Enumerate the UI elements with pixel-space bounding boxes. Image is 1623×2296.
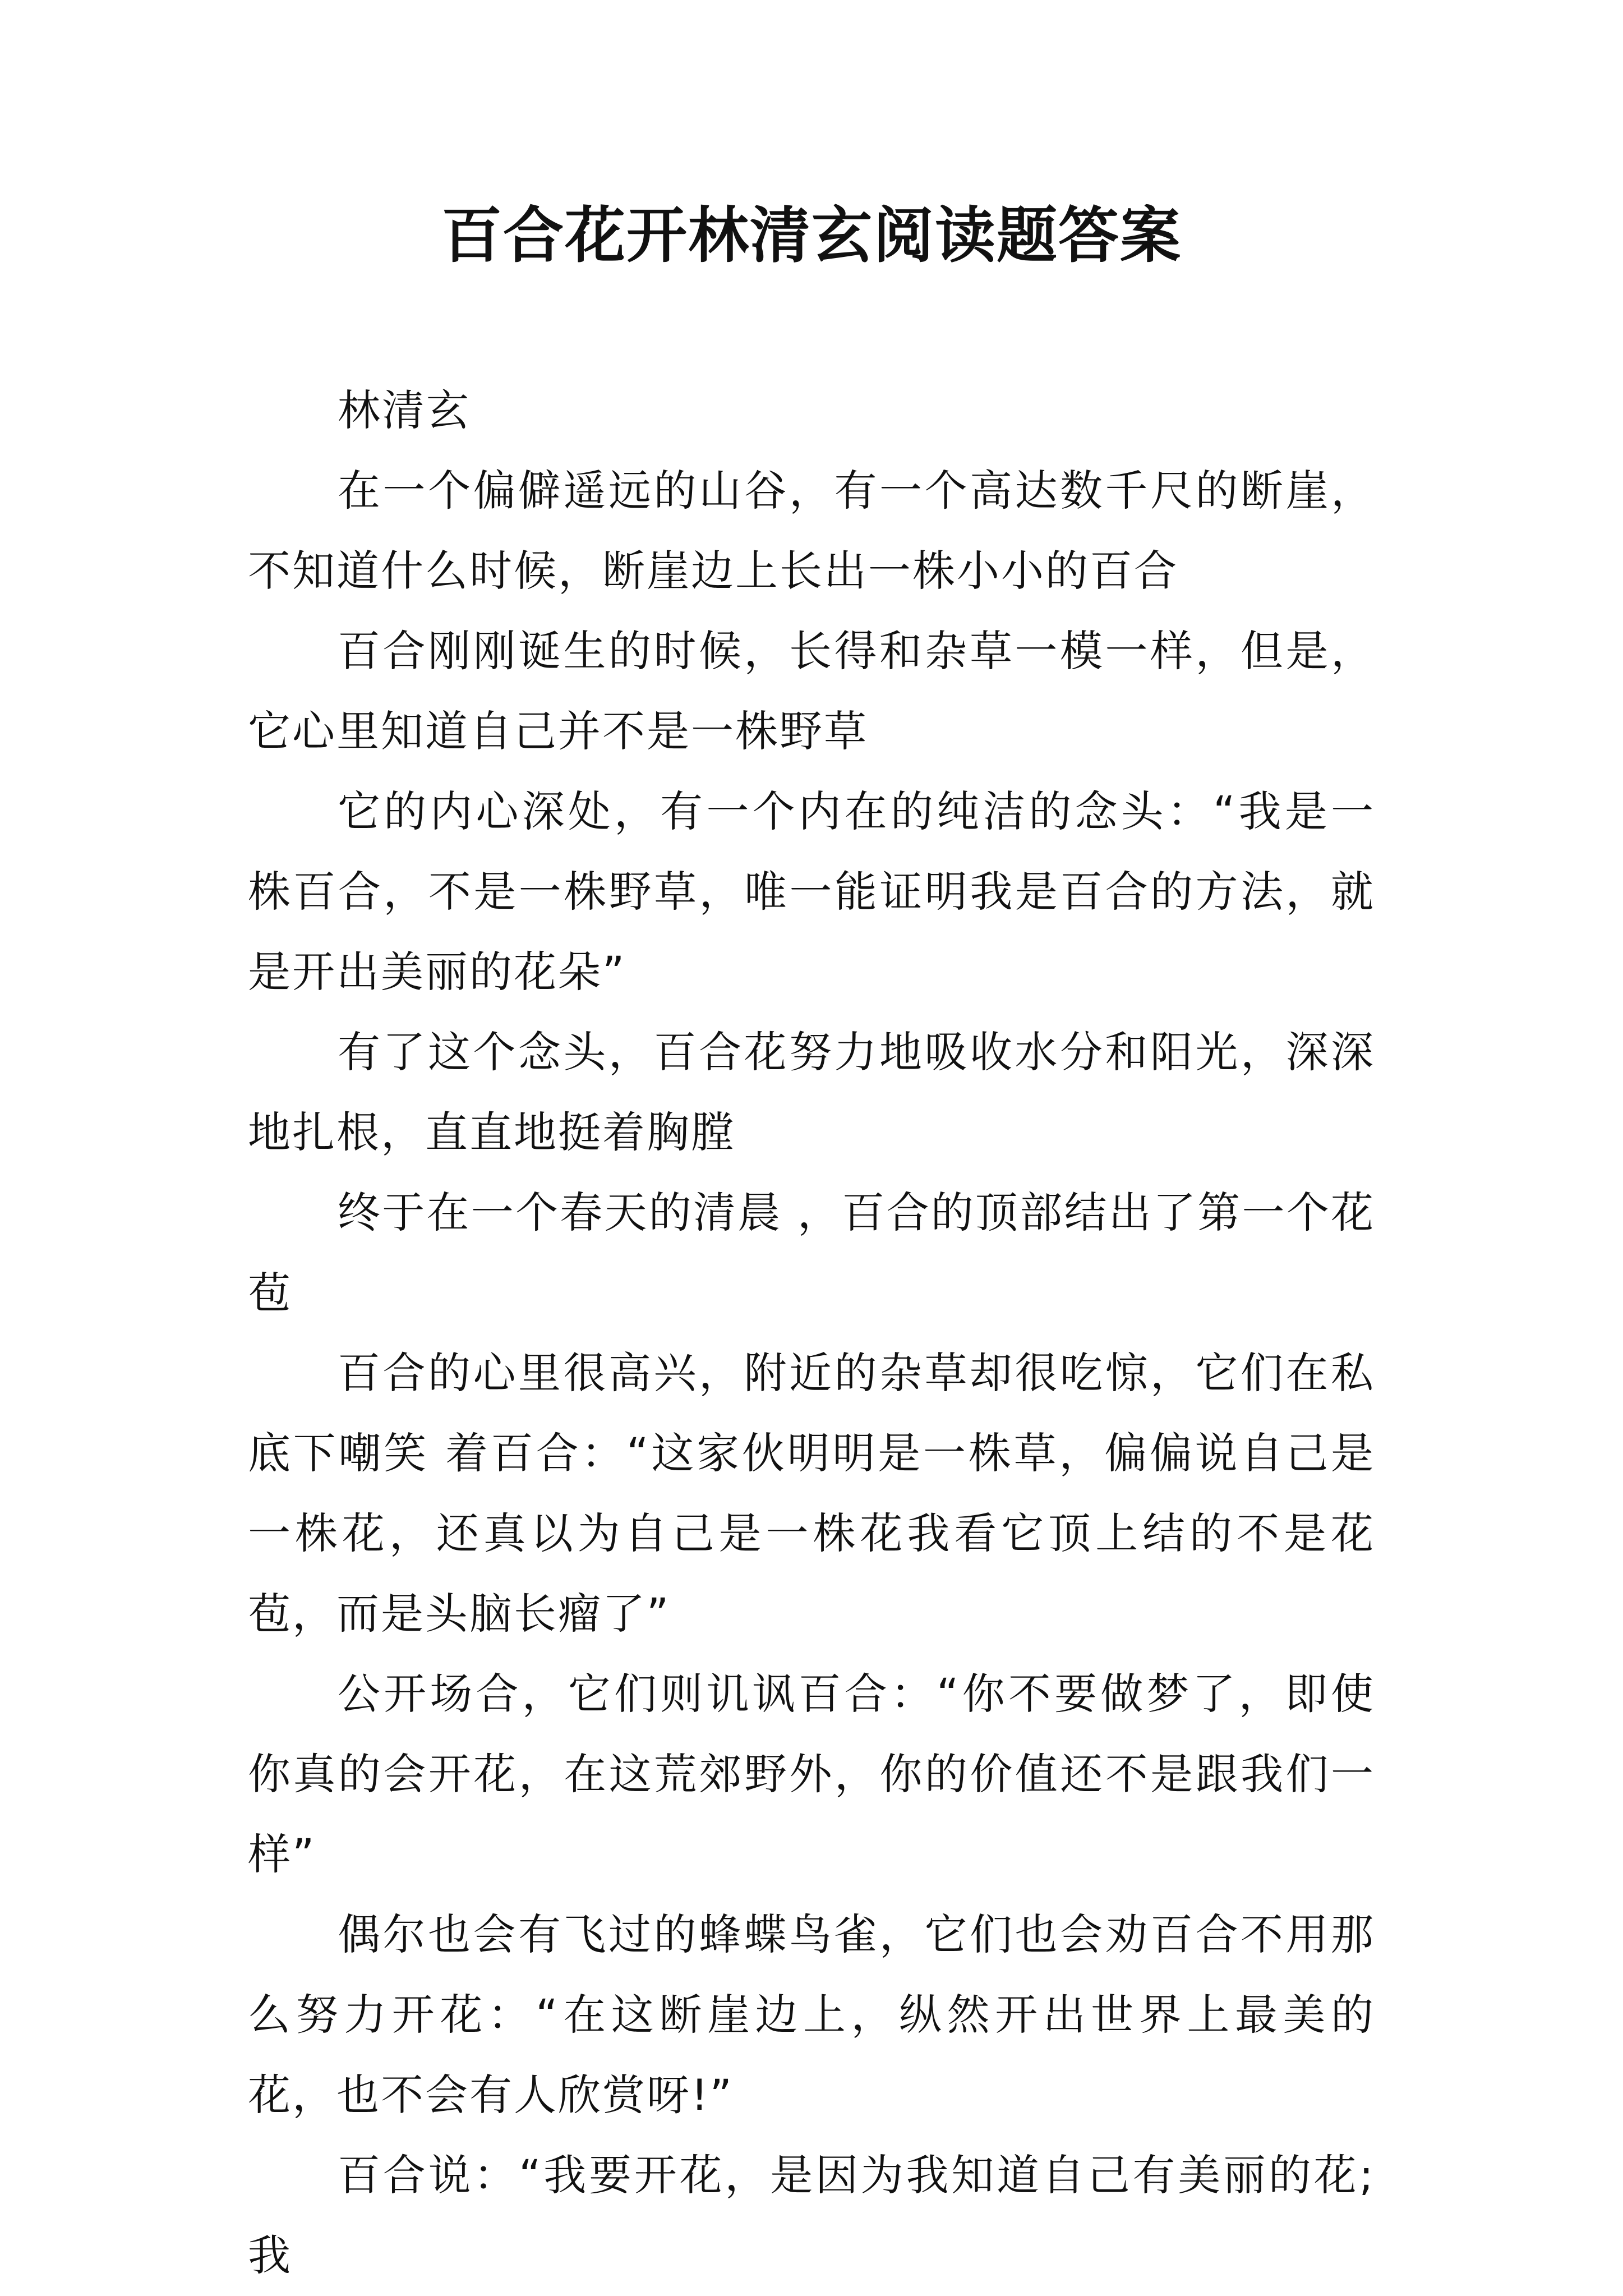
document-body bbox=[248, 370, 1375, 2295]
paragraph: 有了这个念头，百合花努力地吸收水分和阳光，深深地扎根，直直地挺着胸膛 bbox=[248, 1027, 1375, 1157]
paragraph: 百合的心里很高兴，附近的杂草却很吃惊，它们在私底下嘲笑 着百合：“这家伙明明是一株草，偏偏说自己是一株花，还真以为自己是一株花我看它顶上结的不是花苞，而是头脑长瘤了” bbox=[248, 1348, 1375, 1639]
paragraph: 公开场合，它们则讥讽百合：“你不要做梦了，即使你真的会开花，在这荒郊野外，你的价值还不是跟我们一样” bbox=[248, 1669, 1375, 1879]
paragraph: 偶尔也会有飞过的蜂蝶鸟雀，它们也会劝百合不用那么努力开花：“在这断崖边上，纵然开出世界上最美的花，也不会有人欣赏呀!” bbox=[248, 1910, 1375, 2120]
paragraph: 百合刚刚诞生的时候，长得和杂草一模一样，但是，它心里知道自己并不是一株野草 bbox=[248, 626, 1375, 756]
author-line: 林清玄 bbox=[338, 385, 471, 435]
paragraph: 它的内心深处，有一个内在的纯洁的念头：“我是一株百合，不是一株野草，唯一能证明我是百合的方法，就是开出美丽的花朵” bbox=[248, 786, 1375, 997]
paragraph: 在一个偏僻遥远的山谷，有一个高达数千尺的断崖，不知道什么时候，断崖边上长出一株小小的百合 bbox=[248, 466, 1375, 596]
paragraph: 百合说：“我要开花，是因为我知道自己有美丽的花;我 bbox=[248, 2150, 1375, 2280]
paragraph: 终于在一个春天的清晨 ，百合的顶部结出了第一个花苞 bbox=[248, 1188, 1375, 1318]
document-title: 百合花开林清玄阅读题答案 bbox=[441, 200, 1182, 271]
